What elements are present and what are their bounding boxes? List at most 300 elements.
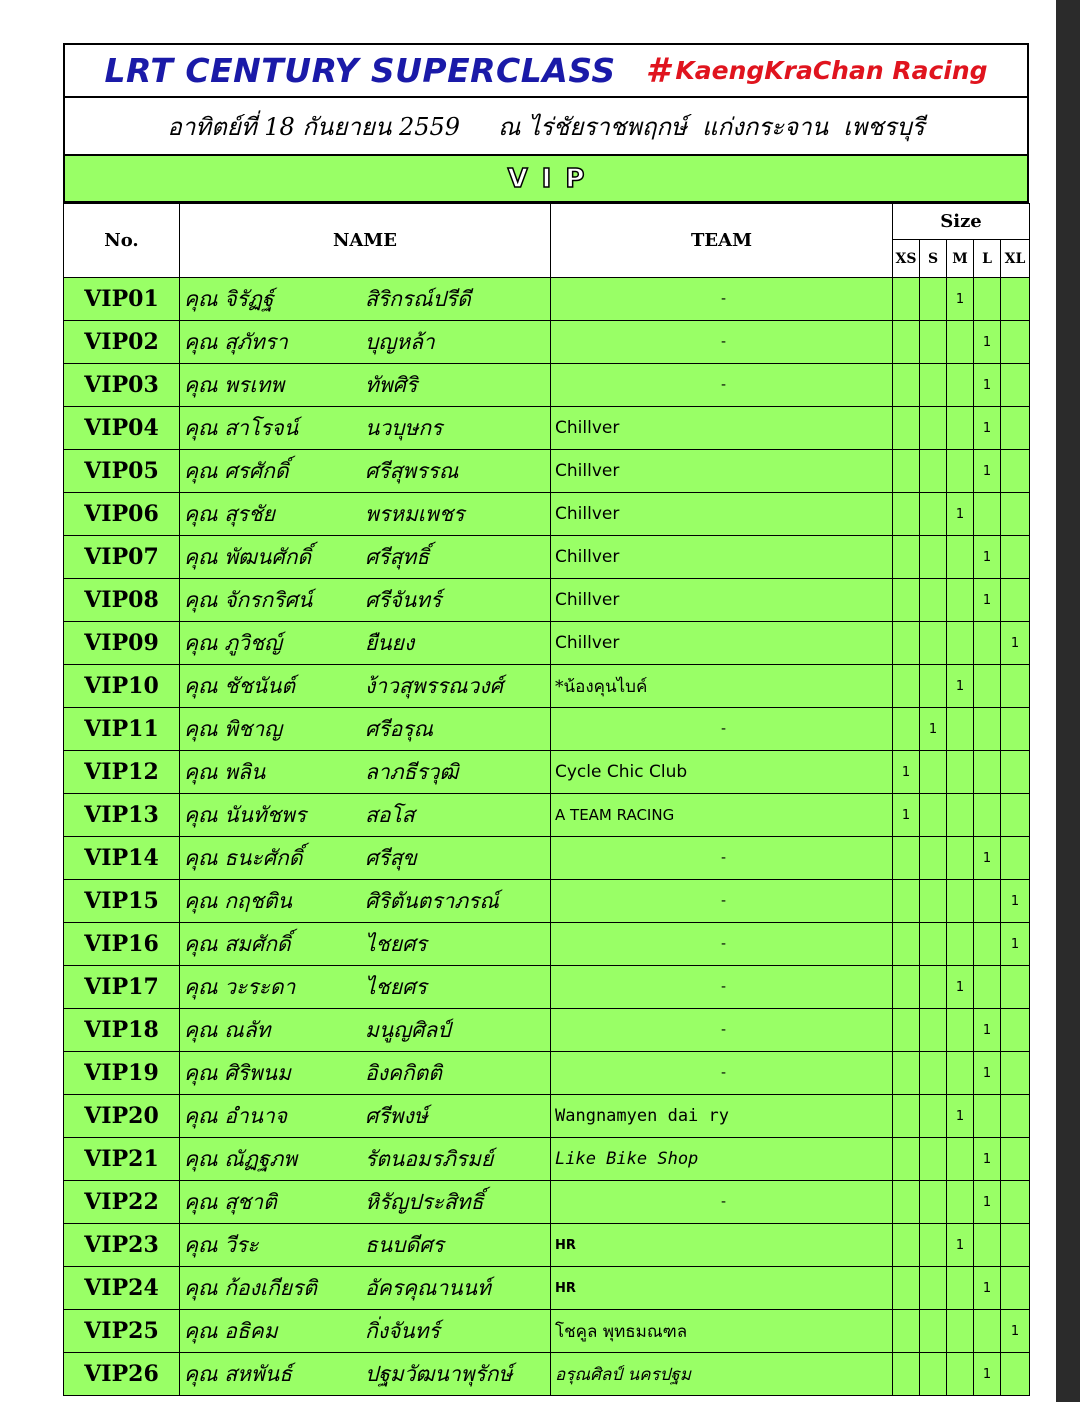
size-mark: 1	[982, 463, 992, 479]
size-cell-s	[920, 1353, 947, 1396]
participant-name	[180, 536, 551, 579]
size-cell-l	[974, 579, 1001, 622]
size-mark: 1	[982, 1194, 992, 1210]
participant-number: VIP08	[64, 579, 180, 622]
last-name: ลาภธีรวุฒิ	[365, 759, 459, 784]
participant-number: VIP11	[64, 708, 180, 751]
given-name: กฤชติน	[224, 888, 292, 913]
size-cell-m	[947, 450, 974, 493]
given-name: จักรกริศน์	[224, 587, 313, 612]
size-cell-l	[974, 665, 1001, 708]
size-cell-l	[974, 278, 1001, 321]
size-cell-xs	[893, 364, 920, 407]
size-mark: 1	[982, 1022, 992, 1038]
given-name: พรเทพ	[224, 372, 285, 397]
team-name: -	[551, 364, 893, 407]
participant-name	[180, 751, 551, 794]
size-cell-s	[920, 579, 947, 622]
size-cell-xs	[893, 1095, 920, 1138]
table-row	[64, 321, 1030, 364]
size-cell-xl	[1001, 364, 1030, 407]
participants-body	[64, 278, 1030, 1396]
team-name: Chillver	[551, 493, 893, 536]
team-name: -	[551, 708, 893, 751]
given-name: สาโรจน์	[224, 415, 299, 440]
size-cell-xs	[893, 579, 920, 622]
first-name	[180, 584, 365, 617]
size-cell-s	[920, 450, 947, 493]
event-title: LRT CENTURY SUPERCLASS	[104, 51, 616, 90]
first-name	[180, 713, 365, 746]
given-name: สุรชัย	[224, 501, 275, 526]
name-title: คุณ	[184, 587, 218, 612]
size-cell-xs	[893, 1181, 920, 1224]
participant-number: VIP20	[64, 1095, 180, 1138]
size-cell-m	[947, 751, 974, 794]
participant-number: VIP07	[64, 536, 180, 579]
size-cell-s	[920, 966, 947, 1009]
size-mark: 1	[901, 764, 911, 780]
first-name	[180, 756, 365, 789]
size-cell-l	[974, 1353, 1001, 1396]
name-title: คุณ	[184, 329, 218, 354]
given-name: พัฒนศักดิ์	[224, 544, 312, 569]
size-cell-m	[947, 1224, 974, 1267]
size-cell-xl	[1001, 1095, 1030, 1138]
participant-name	[180, 837, 551, 880]
size-cell-m	[947, 966, 974, 1009]
given-name: ณัฏฐภพ	[224, 1146, 298, 1171]
col-header-no: No.	[64, 204, 180, 278]
participant-name	[180, 1181, 551, 1224]
participant-number: VIP23	[64, 1224, 180, 1267]
title-row	[63, 43, 1029, 98]
size-cell-s	[920, 880, 947, 923]
size-mark: 1	[982, 1280, 992, 1296]
size-cell-l	[974, 493, 1001, 536]
participant-name	[180, 665, 551, 708]
date-venue-text: อาทิตย์ที่ 18 กันยายน 2559 ณ ไร่ชัยราชพฤกษ์ แก่งกระจาน เพชรบุรี	[167, 112, 925, 141]
participant-name	[180, 1095, 551, 1138]
size-cell-s	[920, 794, 947, 837]
participant-number: VIP09	[64, 622, 180, 665]
participant-number: VIP16	[64, 923, 180, 966]
last-name: สิริกรณ์ปรีดี	[365, 286, 471, 311]
size-cell-m	[947, 407, 974, 450]
table-row	[64, 493, 1030, 536]
first-name	[180, 1315, 365, 1348]
given-name: สหพันธ์	[224, 1361, 292, 1386]
size-cell-s	[920, 407, 947, 450]
size-cell-xl	[1001, 1181, 1030, 1224]
participants-table	[63, 203, 1030, 1396]
size-cell-m	[947, 923, 974, 966]
given-name: สุภัทรา	[224, 329, 288, 354]
last-name: อิงคกิตติ	[365, 1060, 442, 1085]
last-name: มนูญศิลป์	[365, 1017, 451, 1042]
given-name: สมศักดิ์	[224, 931, 291, 956]
table-row	[64, 751, 1030, 794]
table-row	[64, 407, 1030, 450]
participant-name	[180, 450, 551, 493]
given-name: นันทัชพร	[224, 802, 307, 827]
size-cell-xs	[893, 1009, 920, 1052]
size-cell-m	[947, 880, 974, 923]
size-mark: 1	[955, 1108, 965, 1124]
size-cell-xl	[1001, 751, 1030, 794]
name-title: คุณ	[184, 415, 218, 440]
participant-number: VIP03	[64, 364, 180, 407]
size-mark: 1	[982, 1366, 992, 1382]
participant-name	[180, 1353, 551, 1396]
last-name: ยืนยง	[365, 630, 415, 655]
name-title: คุณ	[184, 286, 218, 311]
last-name: อัครคุณานนท์	[365, 1275, 491, 1300]
participant-number: VIP13	[64, 794, 180, 837]
size-cell-xl	[1001, 450, 1030, 493]
participant-name	[180, 364, 551, 407]
given-name: ศรศักดิ์	[224, 458, 289, 483]
col-header-m: M	[947, 240, 974, 278]
size-cell-xl	[1001, 794, 1030, 837]
size-cell-xl	[1001, 321, 1030, 364]
last-name: ไชยศร	[365, 974, 427, 999]
table-row	[64, 1095, 1030, 1138]
size-cell-xs	[893, 665, 920, 708]
size-cell-m	[947, 665, 974, 708]
first-name	[180, 1143, 365, 1176]
col-header-name: NAME	[180, 204, 551, 278]
size-cell-l	[974, 536, 1001, 579]
name-title: คุณ	[184, 1318, 218, 1343]
size-cell-l	[974, 1009, 1001, 1052]
given-name: ชัชนันต์	[224, 673, 296, 698]
table-row	[64, 1353, 1030, 1396]
team-name: -	[551, 923, 893, 966]
first-name	[180, 971, 365, 1004]
table-row	[64, 923, 1030, 966]
participant-number: VIP18	[64, 1009, 180, 1052]
size-cell-xs	[893, 407, 920, 450]
size-mark: 1	[1010, 893, 1020, 909]
size-mark: 1	[1010, 1323, 1020, 1339]
given-name: อธิคม	[224, 1318, 278, 1343]
name-title: คุณ	[184, 1275, 218, 1300]
name-title: คุณ	[184, 458, 218, 483]
size-cell-s	[920, 837, 947, 880]
name-title: คุณ	[184, 716, 218, 741]
size-cell-m	[947, 278, 974, 321]
last-name: นวบุษกร	[365, 415, 443, 440]
given-name: สุชาติ	[224, 1189, 277, 1214]
name-title: คุณ	[184, 673, 218, 698]
team-name: โชคูล พุทธมณฑล	[551, 1310, 893, 1353]
size-cell-xs	[893, 278, 920, 321]
size-cell-xl	[1001, 1353, 1030, 1396]
window-edge-strip	[1056, 0, 1080, 1402]
given-name: พิชาญ	[224, 716, 282, 741]
size-mark: 1	[1010, 936, 1020, 952]
team-name: Chillver	[551, 536, 893, 579]
name-title: คุณ	[184, 888, 218, 913]
table-row	[64, 364, 1030, 407]
last-name: ง้าวสุพรรณวงศ์	[365, 673, 503, 698]
participant-name	[180, 278, 551, 321]
participant-name	[180, 1009, 551, 1052]
first-name	[180, 1014, 365, 1047]
participant-name	[180, 579, 551, 622]
size-cell-l	[974, 923, 1001, 966]
name-title: คุณ	[184, 630, 218, 655]
team-name: -	[551, 1181, 893, 1224]
first-name	[180, 670, 365, 703]
size-cell-s	[920, 1052, 947, 1095]
participant-number: VIP24	[64, 1267, 180, 1310]
participant-name	[180, 1267, 551, 1310]
table-row	[64, 1310, 1030, 1353]
size-cell-l	[974, 966, 1001, 1009]
col-header-team: TEAM	[551, 204, 893, 278]
last-name: ศรีสุข	[365, 845, 417, 870]
size-cell-m	[947, 493, 974, 536]
participant-number: VIP01	[64, 278, 180, 321]
size-cell-xl	[1001, 966, 1030, 1009]
first-name	[180, 1100, 365, 1133]
size-cell-m	[947, 536, 974, 579]
team-name: -	[551, 321, 893, 364]
size-cell-xs	[893, 751, 920, 794]
last-name: ไชยศร	[365, 931, 427, 956]
given-name: ศิริพนม	[224, 1060, 291, 1085]
size-cell-xl	[1001, 536, 1030, 579]
size-cell-l	[974, 321, 1001, 364]
size-cell-xs	[893, 1224, 920, 1267]
size-cell-m	[947, 1353, 974, 1396]
size-cell-s	[920, 708, 947, 751]
table-row	[64, 579, 1030, 622]
size-cell-m	[947, 794, 974, 837]
size-cell-l	[974, 1267, 1001, 1310]
size-cell-s	[920, 923, 947, 966]
participant-number: VIP10	[64, 665, 180, 708]
team-name: *น้องคุนไบค์	[551, 665, 893, 708]
size-cell-s	[920, 1138, 947, 1181]
size-mark: 1	[982, 334, 992, 350]
size-cell-xl	[1001, 837, 1030, 880]
participant-number: VIP05	[64, 450, 180, 493]
col-header-s: S	[920, 240, 947, 278]
participant-name	[180, 966, 551, 1009]
last-name: ศรีอรุณ	[365, 716, 433, 741]
last-name: ศรีพงษ์	[365, 1103, 428, 1128]
size-cell-s	[920, 622, 947, 665]
size-cell-l	[974, 622, 1001, 665]
size-cell-l	[974, 1138, 1001, 1181]
participant-name	[180, 1224, 551, 1267]
size-cell-s	[920, 364, 947, 407]
size-cell-xl	[1001, 1052, 1030, 1095]
team-name: Chillver	[551, 579, 893, 622]
size-cell-m	[947, 364, 974, 407]
first-name	[180, 283, 365, 316]
size-cell-xs	[893, 923, 920, 966]
first-name	[180, 885, 365, 918]
team-name: -	[551, 1052, 893, 1095]
col-header-xs: XS	[893, 240, 920, 278]
size-cell-xl	[1001, 708, 1030, 751]
team-name: Cycle Chic Club	[551, 751, 893, 794]
size-cell-s	[920, 493, 947, 536]
last-name: สอโส	[365, 802, 415, 827]
last-name: พรหมเพชร	[365, 501, 465, 526]
first-name	[180, 412, 365, 445]
size-mark: 1	[982, 420, 992, 436]
size-mark: 1	[1010, 635, 1020, 651]
size-cell-m	[947, 1267, 974, 1310]
last-name: ปฐมวัฒนาพุรักษ์	[365, 1361, 513, 1386]
last-name: หิรัญประสิทธิ์	[365, 1189, 484, 1214]
size-mark: 1	[955, 979, 965, 995]
size-mark: 1	[982, 1151, 992, 1167]
team-name: อรุณศิลป์ นครปฐม	[551, 1353, 893, 1396]
size-cell-xl	[1001, 1224, 1030, 1267]
size-cell-l	[974, 794, 1001, 837]
team-name: -	[551, 966, 893, 1009]
given-name: วีระ	[224, 1232, 259, 1257]
participant-number: VIP15	[64, 880, 180, 923]
col-header-xl: XL	[1001, 240, 1030, 278]
name-title: คุณ	[184, 1189, 218, 1214]
size-cell-xs	[893, 966, 920, 1009]
size-mark: 1	[982, 1065, 992, 1081]
name-title: คุณ	[184, 802, 218, 827]
size-cell-xl	[1001, 278, 1030, 321]
last-name: ทัพศิริ	[365, 372, 418, 397]
last-name: ศรีสุพรรณ	[365, 458, 459, 483]
name-title: คุณ	[184, 759, 218, 784]
size-cell-m	[947, 837, 974, 880]
table-row	[64, 837, 1030, 880]
first-name	[180, 1057, 365, 1090]
participant-number: VIP19	[64, 1052, 180, 1095]
team-name: -	[551, 880, 893, 923]
participant-name	[180, 493, 551, 536]
first-name	[180, 369, 365, 402]
participant-name	[180, 1052, 551, 1095]
participant-name	[180, 1138, 551, 1181]
size-cell-xs	[893, 622, 920, 665]
size-cell-s	[920, 536, 947, 579]
participant-number: VIP26	[64, 1353, 180, 1396]
size-cell-m	[947, 1181, 974, 1224]
first-name	[180, 1272, 365, 1305]
table-row	[64, 966, 1030, 1009]
size-cell-xl	[1001, 665, 1030, 708]
size-cell-xs	[893, 708, 920, 751]
name-title: คุณ	[184, 1060, 218, 1085]
participant-number: VIP17	[64, 966, 180, 1009]
first-name	[180, 498, 365, 531]
team-name: HR	[551, 1224, 893, 1267]
participant-name	[180, 880, 551, 923]
team-name: A TEAM RACING	[551, 794, 893, 837]
size-mark: 1	[982, 592, 992, 608]
participant-name	[180, 1310, 551, 1353]
participant-number: VIP25	[64, 1310, 180, 1353]
size-cell-m	[947, 1052, 974, 1095]
size-cell-l	[974, 751, 1001, 794]
col-header-l: L	[974, 240, 1001, 278]
size-cell-xl	[1001, 622, 1030, 665]
event-subtitle: KaengKraChan Racing	[675, 56, 988, 85]
size-cell-xl	[1001, 1138, 1030, 1181]
category-row	[63, 156, 1029, 203]
size-cell-s	[920, 321, 947, 364]
size-mark: 1	[955, 678, 965, 694]
participant-name	[180, 794, 551, 837]
size-cell-xs	[893, 450, 920, 493]
size-cell-xs	[893, 1310, 920, 1353]
last-name: กิ่งจันทร์	[365, 1318, 440, 1343]
table-row	[64, 450, 1030, 493]
last-name: รัตนอมรภิรมย์	[365, 1146, 494, 1171]
size-cell-xl	[1001, 493, 1030, 536]
size-cell-l	[974, 1095, 1001, 1138]
first-name	[180, 928, 365, 961]
size-cell-xs	[893, 1267, 920, 1310]
name-title: คุณ	[184, 372, 218, 397]
given-name: วะระดา	[224, 974, 296, 999]
last-name: ธนบดีศร	[365, 1232, 444, 1257]
table-row	[64, 708, 1030, 751]
hashtag-symbol: #	[645, 50, 670, 91]
size-cell-xs	[893, 880, 920, 923]
table-row	[64, 880, 1030, 923]
size-cell-m	[947, 1138, 974, 1181]
team-name: -	[551, 278, 893, 321]
first-name	[180, 799, 365, 832]
name-title: คุณ	[184, 1361, 218, 1386]
size-mark: 1	[955, 291, 965, 307]
size-cell-m	[947, 622, 974, 665]
team-name: Like Bike Shop	[551, 1138, 893, 1181]
size-cell-l	[974, 364, 1001, 407]
size-cell-m	[947, 708, 974, 751]
size-cell-s	[920, 751, 947, 794]
size-cell-l	[974, 1310, 1001, 1353]
size-cell-s	[920, 1181, 947, 1224]
size-mark: 1	[901, 807, 911, 823]
first-name	[180, 326, 365, 359]
size-mark: 1	[982, 377, 992, 393]
first-name	[180, 627, 365, 660]
name-title: คุณ	[184, 974, 218, 999]
size-cell-s	[920, 278, 947, 321]
given-name: จิรัฏฐ์	[224, 286, 274, 311]
size-cell-l	[974, 1181, 1001, 1224]
table-row	[64, 1009, 1030, 1052]
size-cell-s	[920, 1267, 947, 1310]
size-mark: 1	[982, 549, 992, 565]
name-title: คุณ	[184, 931, 218, 956]
given-name: ณลัท	[224, 1017, 271, 1042]
given-name: ธนะศักดิ์	[224, 845, 303, 870]
participant-number: VIP21	[64, 1138, 180, 1181]
size-cell-s	[920, 1310, 947, 1353]
name-title: คุณ	[184, 1232, 218, 1257]
size-cell-s	[920, 1224, 947, 1267]
size-cell-xs	[893, 536, 920, 579]
